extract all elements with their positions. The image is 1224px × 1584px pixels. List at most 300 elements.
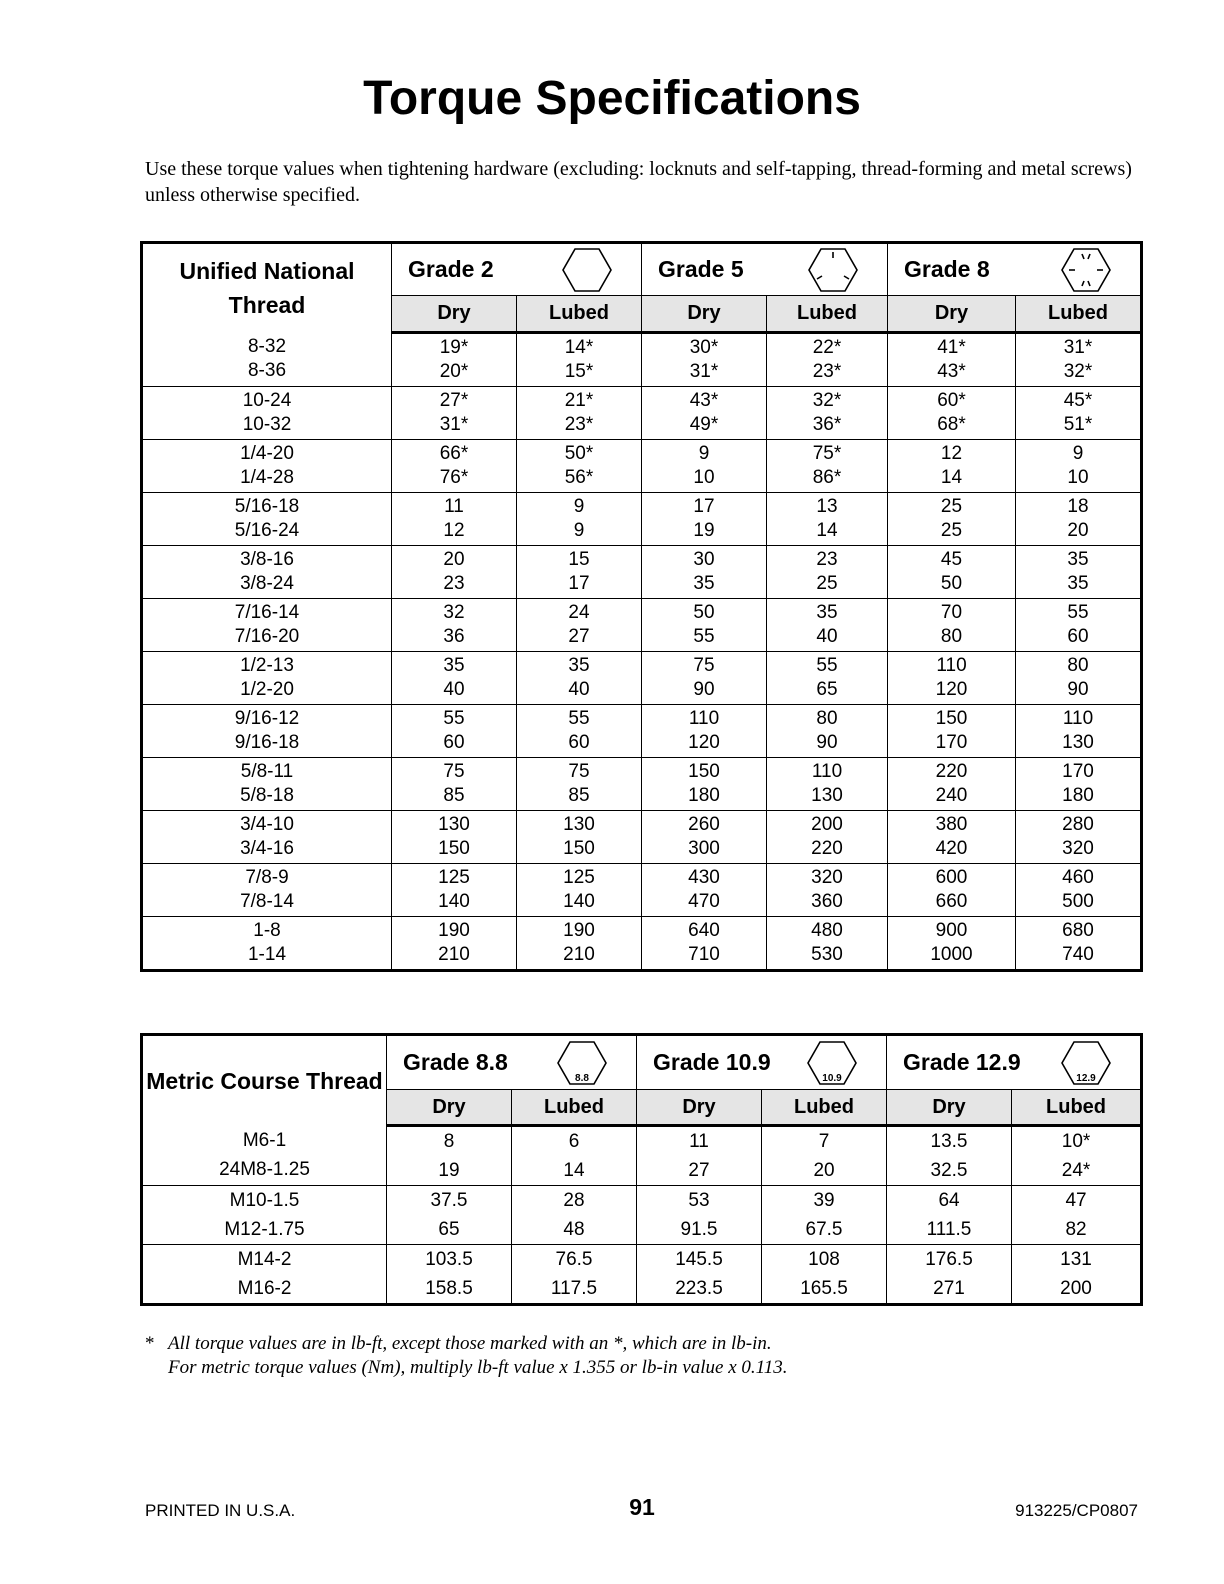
table-row <box>142 1186 1142 1245</box>
thread-size-cell <box>142 1126 387 1186</box>
torque-value: 600 <box>935 867 968 888</box>
torque-value: 80 <box>816 708 838 729</box>
torque-value-cell <box>888 864 1016 917</box>
torque-value-cell <box>387 1126 512 1186</box>
table-row <box>142 758 1142 811</box>
torque-value: 150 <box>563 838 595 859</box>
col-header-lubed: Lubed <box>767 296 888 333</box>
torque-value: 180 <box>1062 785 1094 806</box>
torque-value: 12 <box>443 520 465 541</box>
torque-value: 740 <box>1062 944 1094 965</box>
thread-size: 24M8-1.25 <box>219 1159 310 1181</box>
torque-value: 39 <box>813 1190 835 1211</box>
torque-value: 110 <box>1062 708 1094 729</box>
torque-value: 110 <box>688 708 720 729</box>
metric-torque-table <box>140 1033 1143 1306</box>
thread-size: 3/8-16 <box>240 549 294 570</box>
torque-value-cell <box>642 546 767 599</box>
torque-value: 9 <box>698 443 710 464</box>
footnote-marker: * <box>145 1333 155 1354</box>
torque-value-cell <box>512 1126 637 1186</box>
torque-value: 55 <box>693 626 715 647</box>
torque-value: 35 <box>816 602 838 623</box>
torque-value: 35 <box>1067 549 1089 570</box>
torque-value: 125 <box>438 867 470 888</box>
torque-value-cell <box>517 599 642 652</box>
metric-thread-header <box>142 1035 387 1126</box>
torque-value-cell <box>888 387 1016 440</box>
torque-value: 131 <box>1060 1249 1092 1270</box>
col-header-dry: Dry <box>637 1090 762 1126</box>
torque-value-cell <box>1016 705 1142 758</box>
torque-value: 27* <box>439 390 469 411</box>
torque-value: 10 <box>1067 467 1089 488</box>
torque-value: 900 <box>935 920 968 941</box>
torque-value: 130 <box>438 814 470 835</box>
grade-8-header <box>888 243 1142 296</box>
torque-value-cell <box>1016 652 1142 705</box>
torque-value-cell <box>767 758 888 811</box>
torque-value: 430 <box>688 867 720 888</box>
torque-value: 7 <box>818 1131 830 1152</box>
torque-value-cell <box>517 864 642 917</box>
thread-size: 1-8 <box>253 920 281 941</box>
torque-value: 53 <box>688 1190 710 1211</box>
torque-value: 75* <box>812 443 842 464</box>
torque-value: 17 <box>693 496 715 517</box>
torque-value: 23* <box>564 414 594 435</box>
torque-value: 117.5 <box>550 1278 598 1299</box>
thread-size: 10-24 <box>242 390 292 411</box>
torque-value: 15 <box>568 549 590 570</box>
hex-bolt-head-3-marks-icon <box>807 246 859 294</box>
torque-value-cell <box>888 333 1016 387</box>
torque-value: 51* <box>1063 414 1093 435</box>
torque-value: 140 <box>563 891 595 912</box>
thread-size: M10-1.5 <box>229 1190 300 1211</box>
torque-value-cell <box>642 917 767 971</box>
thread-size: 5/16-24 <box>234 520 300 541</box>
thread-size-cell <box>142 387 392 440</box>
bolt-head-grade-mark: 8.8 <box>575 1072 589 1084</box>
torque-value: 120 <box>688 732 720 753</box>
torque-value-cell <box>1012 1245 1142 1305</box>
thread-size: 1/2-20 <box>240 679 294 700</box>
col-header-lubed: Lubed <box>512 1090 637 1126</box>
table-row <box>142 1126 1142 1186</box>
torque-value: 31* <box>439 414 469 435</box>
torque-value: 660 <box>935 891 968 912</box>
torque-value-cell <box>762 1245 887 1305</box>
torque-value-cell <box>1012 1186 1142 1245</box>
thread-size: 1/2-13 <box>240 655 294 676</box>
torque-value: 680 <box>1062 920 1094 941</box>
torque-value: 320 <box>811 867 843 888</box>
torque-value: 150 <box>438 838 470 859</box>
thread-size-cell <box>142 1186 387 1245</box>
torque-value-cell <box>642 652 767 705</box>
torque-value: 32* <box>1063 361 1093 382</box>
torque-value: 10* <box>1061 1131 1091 1152</box>
footer-printed-in: PRINTED IN U.S.A. <box>145 1501 296 1520</box>
torque-value: 60* <box>937 390 966 411</box>
torque-value-cell <box>517 546 642 599</box>
torque-value: 47 <box>1065 1190 1087 1211</box>
thread-size: 3/8-24 <box>240 573 294 594</box>
torque-value-cell <box>517 811 642 864</box>
table-row <box>142 1245 1142 1305</box>
torque-value-cell <box>392 758 517 811</box>
grade-label: Grade 8.8 <box>403 1049 508 1075</box>
torque-value: 11 <box>689 1131 709 1152</box>
torque-value: 80 <box>940 626 963 647</box>
torque-value-cell <box>888 652 1016 705</box>
torque-value: 14 <box>816 520 838 541</box>
torque-value: 60 <box>1067 626 1089 647</box>
torque-value: 32 <box>443 602 465 623</box>
torque-value: 75 <box>693 655 715 676</box>
torque-value-cell <box>888 546 1016 599</box>
torque-value: 640 <box>688 920 720 941</box>
torque-value: 190 <box>563 920 595 941</box>
torque-value-cell <box>888 917 1016 971</box>
torque-value-cell <box>1016 917 1142 971</box>
torque-value-cell <box>392 387 517 440</box>
torque-value-cell <box>767 864 888 917</box>
thread-size-cell <box>142 864 392 917</box>
torque-value: 21* <box>564 390 594 411</box>
col-header-lubed: Lubed <box>1016 296 1142 333</box>
grade-12-9-header <box>887 1035 1142 1090</box>
torque-value: 150 <box>935 708 968 729</box>
torque-value: 165.5 <box>800 1278 848 1299</box>
table-row <box>142 864 1142 917</box>
torque-value: 60 <box>443 732 465 753</box>
torque-value-cell <box>888 599 1016 652</box>
table-row <box>142 599 1142 652</box>
torque-value: 90 <box>693 679 715 700</box>
torque-value: 43* <box>937 361 966 382</box>
torque-value: 380 <box>935 814 968 835</box>
torque-value: 10 <box>693 467 715 488</box>
torque-value: 130 <box>1062 732 1094 753</box>
torque-value: 200 <box>811 814 843 835</box>
torque-value: 220 <box>935 761 968 782</box>
torque-value: 130 <box>811 785 843 806</box>
torque-value: 35 <box>443 655 465 676</box>
table-row <box>142 811 1142 864</box>
torque-value-cell <box>762 1126 887 1186</box>
torque-value: 85 <box>443 785 465 806</box>
thread-size: 5/8-18 <box>240 785 294 806</box>
torque-value: 190 <box>438 920 470 941</box>
torque-value: 27 <box>568 626 590 647</box>
torque-value: 20 <box>813 1160 835 1181</box>
torque-value: 20 <box>1067 520 1089 541</box>
torque-value: 55 <box>816 655 838 676</box>
torque-value: 130 <box>563 814 595 835</box>
torque-value-cell <box>392 599 517 652</box>
torque-value-cell <box>767 811 888 864</box>
torque-value-cell <box>642 599 767 652</box>
torque-value: 145.5 <box>675 1249 723 1270</box>
document-code: 913225/CP0807 <box>1015 1501 1138 1520</box>
thread-size-cell <box>142 599 392 652</box>
torque-value: 60 <box>568 732 590 753</box>
torque-value-cell <box>642 758 767 811</box>
torque-value-cell <box>517 705 642 758</box>
torque-value: 76.5 <box>555 1249 593 1270</box>
torque-value: 50* <box>564 443 594 464</box>
table-row <box>142 917 1142 971</box>
torque-value-cell <box>1016 440 1142 493</box>
torque-value: 12 <box>940 443 963 464</box>
torque-value: 15* <box>564 361 594 382</box>
torque-value: 22* <box>812 337 842 358</box>
table-row <box>142 493 1142 546</box>
torque-value-cell <box>637 1245 762 1305</box>
torque-value: 19 <box>438 1160 460 1181</box>
torque-value-cell <box>1016 493 1142 546</box>
torque-value-cell <box>512 1186 637 1245</box>
thread-size: 1/4-28 <box>240 467 294 488</box>
torque-value: 360 <box>811 891 843 912</box>
torque-value: 480 <box>811 920 843 941</box>
torque-value-cell <box>887 1126 1012 1186</box>
torque-value: 76* <box>439 467 469 488</box>
torque-value: 25 <box>816 573 838 594</box>
thread-size: 5/16-18 <box>234 496 300 517</box>
torque-value-cell <box>392 811 517 864</box>
torque-value: 20 <box>443 549 465 570</box>
torque-value-cell <box>392 440 517 493</box>
torque-value-cell <box>637 1186 762 1245</box>
footnote-line: All torque values are in lb-ft, except those marked with an *, which are in lb-in. <box>168 1333 772 1354</box>
torque-value: 140 <box>438 891 470 912</box>
torque-value-cell <box>392 917 517 971</box>
hex-bolt-head-10.9-icon <box>806 1039 858 1087</box>
torque-value-cell <box>392 546 517 599</box>
torque-value: 82 <box>1065 1219 1087 1240</box>
torque-value: 300 <box>688 838 720 859</box>
col-header-lubed: Lubed <box>1012 1090 1142 1126</box>
torque-value-cell <box>1016 333 1142 387</box>
torque-value: 111.5 <box>926 1219 972 1240</box>
torque-value-cell <box>517 652 642 705</box>
bolt-head-grade-mark: 10.9 <box>822 1072 842 1084</box>
torque-value-cell <box>1012 1126 1142 1186</box>
torque-value: 80 <box>1067 655 1089 676</box>
torque-value-cell <box>762 1186 887 1245</box>
torque-value: 75 <box>568 761 590 782</box>
thread-size-cell <box>142 333 392 387</box>
torque-value-cell <box>1016 599 1142 652</box>
torque-value: 150 <box>688 761 720 782</box>
col-header-dry: Dry <box>392 296 517 333</box>
torque-value: 103.5 <box>425 1249 473 1270</box>
torque-value-cell <box>767 440 888 493</box>
grade-label: Grade 10.9 <box>653 1049 771 1075</box>
torque-value: 460 <box>1062 867 1094 888</box>
unified-torque-table <box>140 241 1143 972</box>
torque-value: 35 <box>1067 573 1089 594</box>
grade-8-8-header <box>387 1035 637 1090</box>
table-row <box>142 652 1142 705</box>
grade-5-header <box>642 243 888 296</box>
torque-value: 86* <box>812 467 842 488</box>
thread-size: 8-36 <box>247 360 287 382</box>
torque-value: 45 <box>940 549 963 570</box>
thread-size-cell <box>142 811 392 864</box>
torque-value-cell <box>517 333 642 387</box>
torque-value: 65 <box>816 679 838 700</box>
torque-value: 66* <box>439 443 469 464</box>
table-row <box>142 440 1142 493</box>
torque-value: 67.5 <box>805 1219 843 1240</box>
torque-value: 23 <box>443 573 465 594</box>
torque-value-cell <box>1016 758 1142 811</box>
metric-table-body <box>142 1126 1142 1305</box>
thread-size-cell <box>142 440 392 493</box>
torque-value-cell <box>642 493 767 546</box>
hex-bolt-head-12.9-icon <box>1060 1039 1112 1087</box>
torque-value: 90 <box>816 732 838 753</box>
torque-value: 210 <box>563 944 595 965</box>
torque-value: 31* <box>689 361 719 382</box>
torque-value: 64 <box>938 1190 960 1211</box>
torque-value: 50 <box>940 573 963 594</box>
thread-size: 3/4-10 <box>240 814 294 835</box>
torque-value-cell <box>517 917 642 971</box>
torque-value: 32* <box>812 390 842 411</box>
footnote-line: For metric torque values (Nm), multiply lb-ft value x 1.355 or lb-in value x 0.113. <box>168 1357 788 1378</box>
grade-10-9-header <box>637 1035 887 1090</box>
torque-value: 23* <box>812 361 842 382</box>
torque-value: 36* <box>812 414 842 435</box>
thread-size: M12-1.75 <box>224 1219 305 1240</box>
torque-value: 6 <box>568 1131 580 1152</box>
thread-size: 1/4-20 <box>240 443 294 464</box>
torque-value: 25 <box>940 496 963 517</box>
torque-value: 180 <box>688 785 720 806</box>
torque-value: 49* <box>689 414 719 435</box>
torque-value: 32.5 <box>930 1160 968 1181</box>
torque-value: 37.5 <box>430 1190 468 1211</box>
torque-value-cell <box>767 705 888 758</box>
torque-value-cell <box>387 1186 512 1245</box>
torque-value: 8 <box>443 1131 455 1152</box>
torque-value: 50 <box>693 602 715 623</box>
torque-value: 90 <box>1067 679 1089 700</box>
torque-value: 19 <box>693 520 715 541</box>
torque-value: 85 <box>568 785 590 806</box>
torque-value-cell <box>767 599 888 652</box>
torque-value: 56* <box>564 467 594 488</box>
torque-value: 31* <box>1063 337 1093 358</box>
torque-value-cell <box>767 387 888 440</box>
torque-value: 271 <box>933 1278 965 1299</box>
torque-value: 27 <box>688 1160 710 1181</box>
thread-size: M16-2 <box>237 1278 292 1299</box>
torque-value: 18 <box>1067 496 1089 517</box>
torque-value: 65 <box>438 1219 460 1240</box>
thread-size-cell <box>142 546 392 599</box>
torque-value: 20* <box>439 361 469 382</box>
thread-size: 7/8-14 <box>240 891 294 912</box>
torque-value-cell <box>888 758 1016 811</box>
thread-size: M6-1 <box>242 1130 287 1152</box>
torque-value-cell <box>512 1245 637 1305</box>
page-title: Torque Specifications <box>363 72 861 125</box>
torque-value: 200 <box>1060 1278 1092 1299</box>
col-header-lubed: Lubed <box>517 296 642 333</box>
torque-value: 41* <box>937 337 966 358</box>
table-row <box>142 546 1142 599</box>
torque-value: 125 <box>563 867 595 888</box>
torque-value: 240 <box>935 785 968 806</box>
thread-size: 7/8-9 <box>245 867 289 888</box>
grade-label: Grade 12.9 <box>903 1049 1021 1075</box>
unified-thread-header <box>142 243 392 333</box>
torque-value-cell <box>642 440 767 493</box>
torque-value: 110 <box>936 655 967 676</box>
torque-value-cell <box>392 652 517 705</box>
metric-thread-header-label: Metric Course Thread <box>146 1067 383 1094</box>
col-header-dry: Dry <box>387 1090 512 1126</box>
torque-value-cell <box>1016 864 1142 917</box>
torque-value: 500 <box>1062 891 1094 912</box>
torque-value: 43* <box>689 390 719 411</box>
torque-value-cell <box>887 1186 1012 1245</box>
torque-value-cell <box>1016 811 1142 864</box>
torque-value-cell <box>888 811 1016 864</box>
torque-value: 17 <box>568 573 590 594</box>
torque-value-cell <box>392 493 517 546</box>
torque-value: 530 <box>811 944 843 965</box>
table-row <box>142 705 1142 758</box>
torque-value: 223.5 <box>675 1278 723 1299</box>
torque-value: 9 <box>573 496 585 517</box>
torque-value-cell <box>642 705 767 758</box>
torque-value: 470 <box>688 891 720 912</box>
intro-paragraph: Use these torque values when tightening hardware (excluding: locknuts and self-tapping, thread-forming and metal screws) unless otherwise specified. <box>145 158 1132 206</box>
torque-value: 28 <box>563 1190 585 1211</box>
torque-value: 9 <box>573 520 585 541</box>
thread-size: 5/8-11 <box>240 761 294 782</box>
torque-value-cell <box>392 864 517 917</box>
torque-value: 110 <box>811 761 843 782</box>
torque-value: 120 <box>935 679 968 700</box>
torque-value-cell <box>642 864 767 917</box>
torque-value-cell <box>642 333 767 387</box>
hex-bolt-head-6-marks-icon <box>1060 246 1112 294</box>
thread-size-cell <box>142 1245 387 1305</box>
torque-value: 36 <box>443 626 465 647</box>
torque-value-cell <box>392 705 517 758</box>
torque-value-cell <box>888 440 1016 493</box>
thread-size-cell <box>142 652 392 705</box>
torque-value: 55 <box>568 708 590 729</box>
torque-value: 24* <box>1061 1160 1091 1181</box>
unified-thread-header-label: Unified National Thread <box>179 258 355 319</box>
torque-value-cell <box>637 1126 762 1186</box>
torque-value: 210 <box>438 944 470 965</box>
torque-value: 35 <box>568 655 590 676</box>
torque-value: 68* <box>937 414 966 435</box>
torque-value-cell <box>767 652 888 705</box>
page-number: 91 <box>629 1494 655 1520</box>
torque-value: 158.5 <box>425 1278 473 1299</box>
